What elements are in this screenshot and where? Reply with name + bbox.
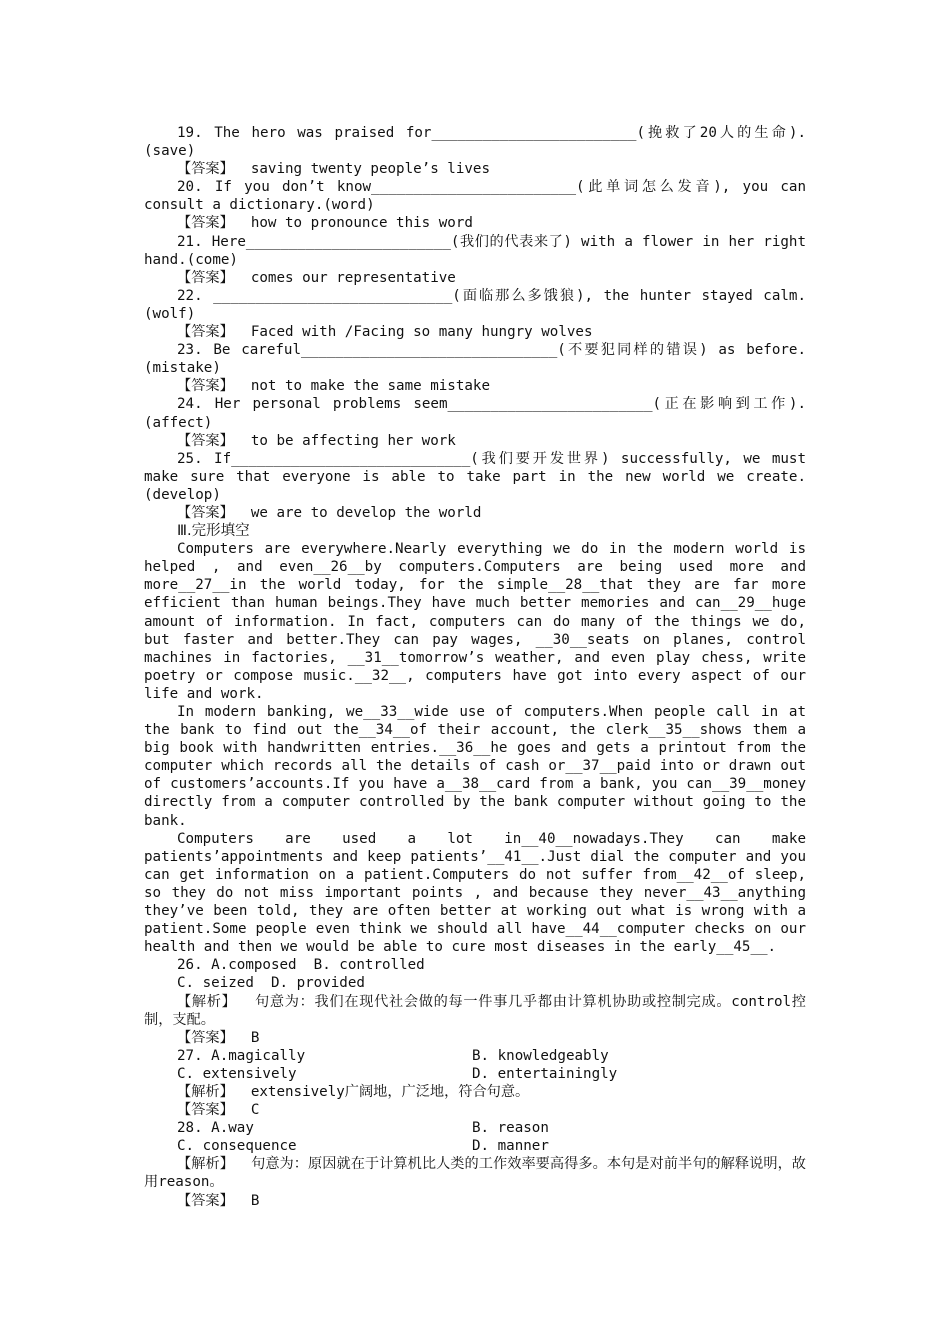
answer-19: 【答案】 saving twenty people’s lives xyxy=(177,161,490,178)
option-c: C. consequence xyxy=(177,1138,297,1155)
question-27-options-cd xyxy=(144,1065,806,1083)
question-28-options-ab xyxy=(144,1119,806,1137)
question-20: 20. If you don’t know________________________(此单词怎么发音), you can consult a dictionary.(word) xyxy=(144,179,815,214)
option-d: D. entertainingly xyxy=(472,1065,618,1082)
question-21: 21. Here________________________(我们的代表来了) with a flower in her right hand.(come) xyxy=(144,233,815,268)
option-b: B. reason xyxy=(472,1120,549,1137)
option-a: 27. A.magically xyxy=(177,1047,306,1064)
answer-21: 【答案】 comes our representative xyxy=(177,269,456,286)
question-27-analysis: 【解析】 extensively广阔地，广泛地，符合句意。 xyxy=(177,1083,530,1100)
question-27-answer: 【答案】 C xyxy=(177,1102,260,1119)
question-23: 23. Be careful______________________________(不要犯同样的错误) as before.(mistake) xyxy=(144,342,806,377)
translation-section xyxy=(144,124,815,522)
answer-22: 【答案】 Faced with /Facing so many hungry wolves xyxy=(177,324,593,341)
cloze-questions xyxy=(144,956,806,1209)
option-b: B. knowledgeably xyxy=(472,1047,609,1064)
question-22: 22. ____________________________(面临那么多饿狼), the hunter stayed calm.(wolf) xyxy=(144,287,806,322)
question-26-answer: 【答案】 B xyxy=(177,1029,260,1046)
question-28-analysis: 【解析】 句意为：原因就在于计算机比人类的工作效率要高得多。本句是对前半句的解释说明，故用reason。 xyxy=(144,1156,806,1191)
question-19: 19. The hero was praised for________________________(挽救了20人的生命).(save) xyxy=(144,125,806,160)
option-a: 28. A.way xyxy=(177,1120,254,1137)
question-28-options-cd xyxy=(144,1137,806,1155)
question-24: 24. Her personal problems seem________________________(正在影响到工作).(affect) xyxy=(144,396,806,431)
question-26-analysis: 【解析】 句意为：我们在现代社会做的每一件事几乎都由计算机协助或控制完成。control控制，支配。 xyxy=(144,993,806,1028)
question-26-options-ab: 26. A.composed B. controlled xyxy=(177,957,425,974)
document-page xyxy=(144,124,815,1210)
option-d: D. manner xyxy=(472,1138,549,1155)
question-27-options-ab xyxy=(144,1047,806,1065)
question-25: 25. If____________________________(我们要开发世界) successfully, we must make sure that everyone is able to take part in the new world we create.(develop) xyxy=(144,450,815,503)
question-26-options-cd: C. seized D. provided xyxy=(177,975,365,992)
answer-25: 【答案】 we are to develop the world xyxy=(177,504,482,521)
passage-paragraph-1: Computers are everywhere.Nearly everything we do in the modern world is helped , and even__26__by computers.Computers are being used more and more__27__in the world today, for the simple__28__that they are far more efficient than human beings.They have much better memories and can__29__huge amount of information. In fact, computers can do many of the things we do, but faster and better.They can pay wages, __30__seats on planes, control machines in factories, __31__tomorrow’s weather, and even play chess, write poetry or compose music.__32__, computers have got into every aspect of our life and work. xyxy=(144,541,815,702)
option-c: C. extensively xyxy=(177,1065,297,1082)
question-28-answer: 【答案】 B xyxy=(177,1192,260,1209)
passage-paragraph-3: Computers are used a lot in__40__nowadays.They can make patients’appointments and keep patients’__41__.Just dial the computer and you can get information on a patient.Computers do not suffer from__42__of sleep, so they do not miss important points , and because they never__43__anything they’ve been told, they are often better at working out what is wrong with a patient.Some people even think we should all have__44__computer checks on our health and then we would be able to cure most diseases in the early__45__. xyxy=(144,830,815,956)
answer-24: 【答案】 to be affecting her work xyxy=(177,432,456,449)
cloze-passage xyxy=(144,540,815,956)
passage-paragraph-2: In modern banking, we__33__wide use of computers.When people call in at the bank to find out the__34__of their account, the clerk__35__shows them a big book with handwritten entries.__36__he goes and gets a printout from the computer which records all the details of cash or__37__paid into or drawn out of customers’accounts.If you have a__38__card from a bank, you can__39__money directly from a computer controlled by the bank computer without going to the bank. xyxy=(144,704,815,829)
answer-23: 【答案】 not to make the same mistake xyxy=(177,378,490,395)
answer-20: 【答案】 how to pronounce this word xyxy=(177,215,473,232)
section-title: Ⅲ.完形填空 xyxy=(177,523,250,540)
